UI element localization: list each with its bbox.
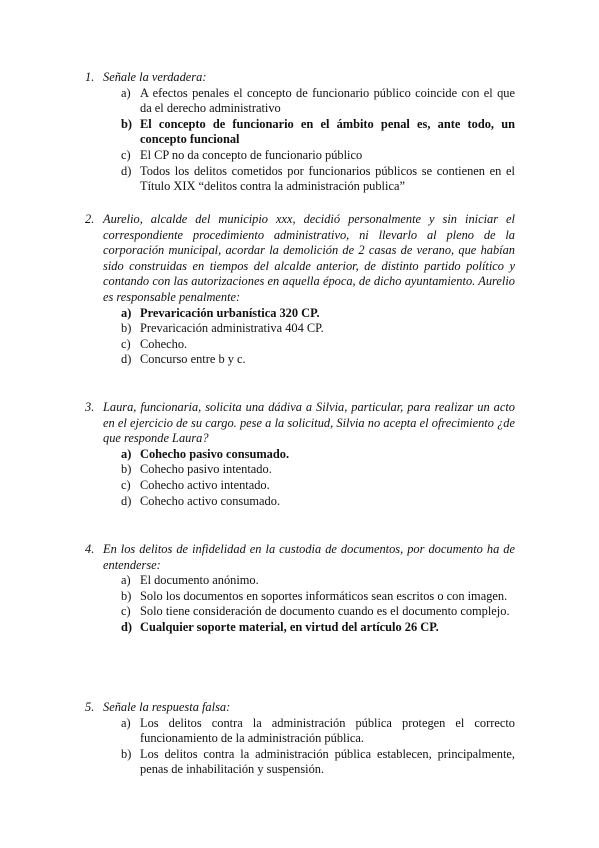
option-c bbox=[103, 604, 515, 620]
option-text: Prevaricación urbanística 320 CP. bbox=[140, 305, 320, 320]
option-text: Solo tiene consideración de documento cuando es el documento complejo. bbox=[140, 604, 510, 619]
option-text: El documento anónimo. bbox=[140, 573, 259, 588]
option-text: Prevaricación administrativa 404 CP. bbox=[140, 321, 324, 336]
option-b bbox=[103, 747, 515, 778]
option-text: Los delitos contra la administración pública establecen, principalmente, penas de inhabilitación y suspensión. bbox=[140, 746, 515, 777]
option-letter: b) bbox=[121, 588, 132, 603]
option-letter: d) bbox=[121, 493, 132, 508]
option-text: El concepto de funcionario en el ámbito penal es, ante todo, un concepto funcional bbox=[140, 116, 515, 147]
option-text: Solo los documentos en soportes informáticos sean escritos o con imagen. bbox=[140, 588, 508, 603]
option-letter: a) bbox=[121, 573, 131, 588]
question-text: Aurelio, alcalde del municipio xxx, decidió personalmente y sin iniciar el correspondiente procedimiento administrativo, ni llevarlo al pleno de la corporación municipal, acordar la demolición de 2 casas de verano, que habían sido construidas en tiempos del alcalde anterior, de distinto partido político y contando con las autorizaciones en aquella época, de dicho ayuntamiento. Aurelio es responsable penalmente: bbox=[103, 212, 515, 304]
option-b bbox=[103, 589, 515, 605]
option-text: Los delitos contra la administración pública protegen el correcto funcionamiento de la administración pública. bbox=[140, 715, 515, 746]
question-number: 3. bbox=[85, 400, 95, 414]
options-list bbox=[103, 306, 515, 368]
options-list bbox=[103, 573, 515, 635]
option-letter: b) bbox=[121, 321, 132, 336]
question-1 bbox=[85, 70, 515, 195]
option-a bbox=[103, 716, 515, 747]
option-text: Cohecho pasivo consumado. bbox=[140, 446, 290, 461]
question-5 bbox=[85, 700, 515, 778]
option-letter: d) bbox=[121, 619, 133, 634]
question-number: 1. bbox=[85, 70, 95, 84]
options-list bbox=[103, 447, 515, 509]
option-b bbox=[103, 462, 515, 478]
option-d bbox=[103, 164, 515, 195]
option-a bbox=[103, 306, 515, 322]
option-b bbox=[103, 117, 515, 148]
options-list bbox=[103, 716, 515, 778]
option-letter: a) bbox=[121, 715, 131, 730]
option-letter: d) bbox=[121, 163, 132, 178]
option-letter: c) bbox=[121, 336, 131, 351]
option-a bbox=[103, 86, 515, 117]
option-text: Cohecho activo consumado. bbox=[140, 493, 281, 508]
option-d bbox=[103, 352, 515, 368]
option-letter: b) bbox=[121, 116, 133, 131]
option-letter: c) bbox=[121, 147, 131, 162]
option-letter: d) bbox=[121, 352, 132, 367]
option-letter: a) bbox=[121, 305, 132, 320]
option-text: Cohecho activo intentado. bbox=[140, 477, 270, 492]
option-letter: b) bbox=[121, 746, 132, 761]
option-text: El CP no da concepto de funcionario público bbox=[140, 147, 363, 162]
option-d bbox=[103, 494, 515, 510]
option-letter: a) bbox=[121, 446, 132, 461]
question-number: 2. bbox=[85, 212, 95, 226]
question-text: En los delitos de infidelidad en la custodia de documentos, por documento ha de entenderse: bbox=[103, 542, 515, 572]
option-text: Cualquier soporte material, en virtud del artículo 26 CP. bbox=[140, 619, 439, 634]
option-b bbox=[103, 321, 515, 337]
option-text: Todos los delitos cometidos por funcionarios públicos se contienen en el Título XIX “delitos contra la administración publica” bbox=[140, 163, 515, 194]
question-text: Laura, funcionaria, solicita una dádiva a Silvia, particular, para realizar un acto en el ejercicio de su cargo. pese a la solicitud, Silvia no acepta el ofrecimiento ¿de que responde Laura? bbox=[103, 400, 515, 446]
question-3 bbox=[85, 400, 515, 509]
option-text: A efectos penales el concepto de funcionario público coincide con el que da el derecho administrativo bbox=[140, 85, 515, 116]
question-text: Señale la respuesta falsa: bbox=[103, 700, 231, 714]
option-text: Concurso entre b y c. bbox=[140, 352, 246, 367]
option-c bbox=[103, 478, 515, 494]
option-a bbox=[103, 573, 515, 589]
option-text: Cohecho. bbox=[140, 336, 188, 351]
option-letter: c) bbox=[121, 604, 131, 619]
option-d bbox=[103, 620, 515, 636]
option-a bbox=[103, 447, 515, 463]
option-c bbox=[103, 337, 515, 353]
question-2 bbox=[85, 212, 515, 368]
question-number: 4. bbox=[85, 542, 95, 556]
option-text: Cohecho pasivo intentado. bbox=[140, 462, 272, 477]
question-number: 5. bbox=[85, 700, 95, 714]
option-letter: c) bbox=[121, 477, 131, 492]
question-text: Señale la verdadera: bbox=[103, 70, 207, 84]
question-4 bbox=[85, 542, 515, 636]
options-list bbox=[103, 86, 515, 195]
option-letter: b) bbox=[121, 462, 132, 477]
option-letter: a) bbox=[121, 85, 131, 100]
option-c bbox=[103, 148, 515, 164]
